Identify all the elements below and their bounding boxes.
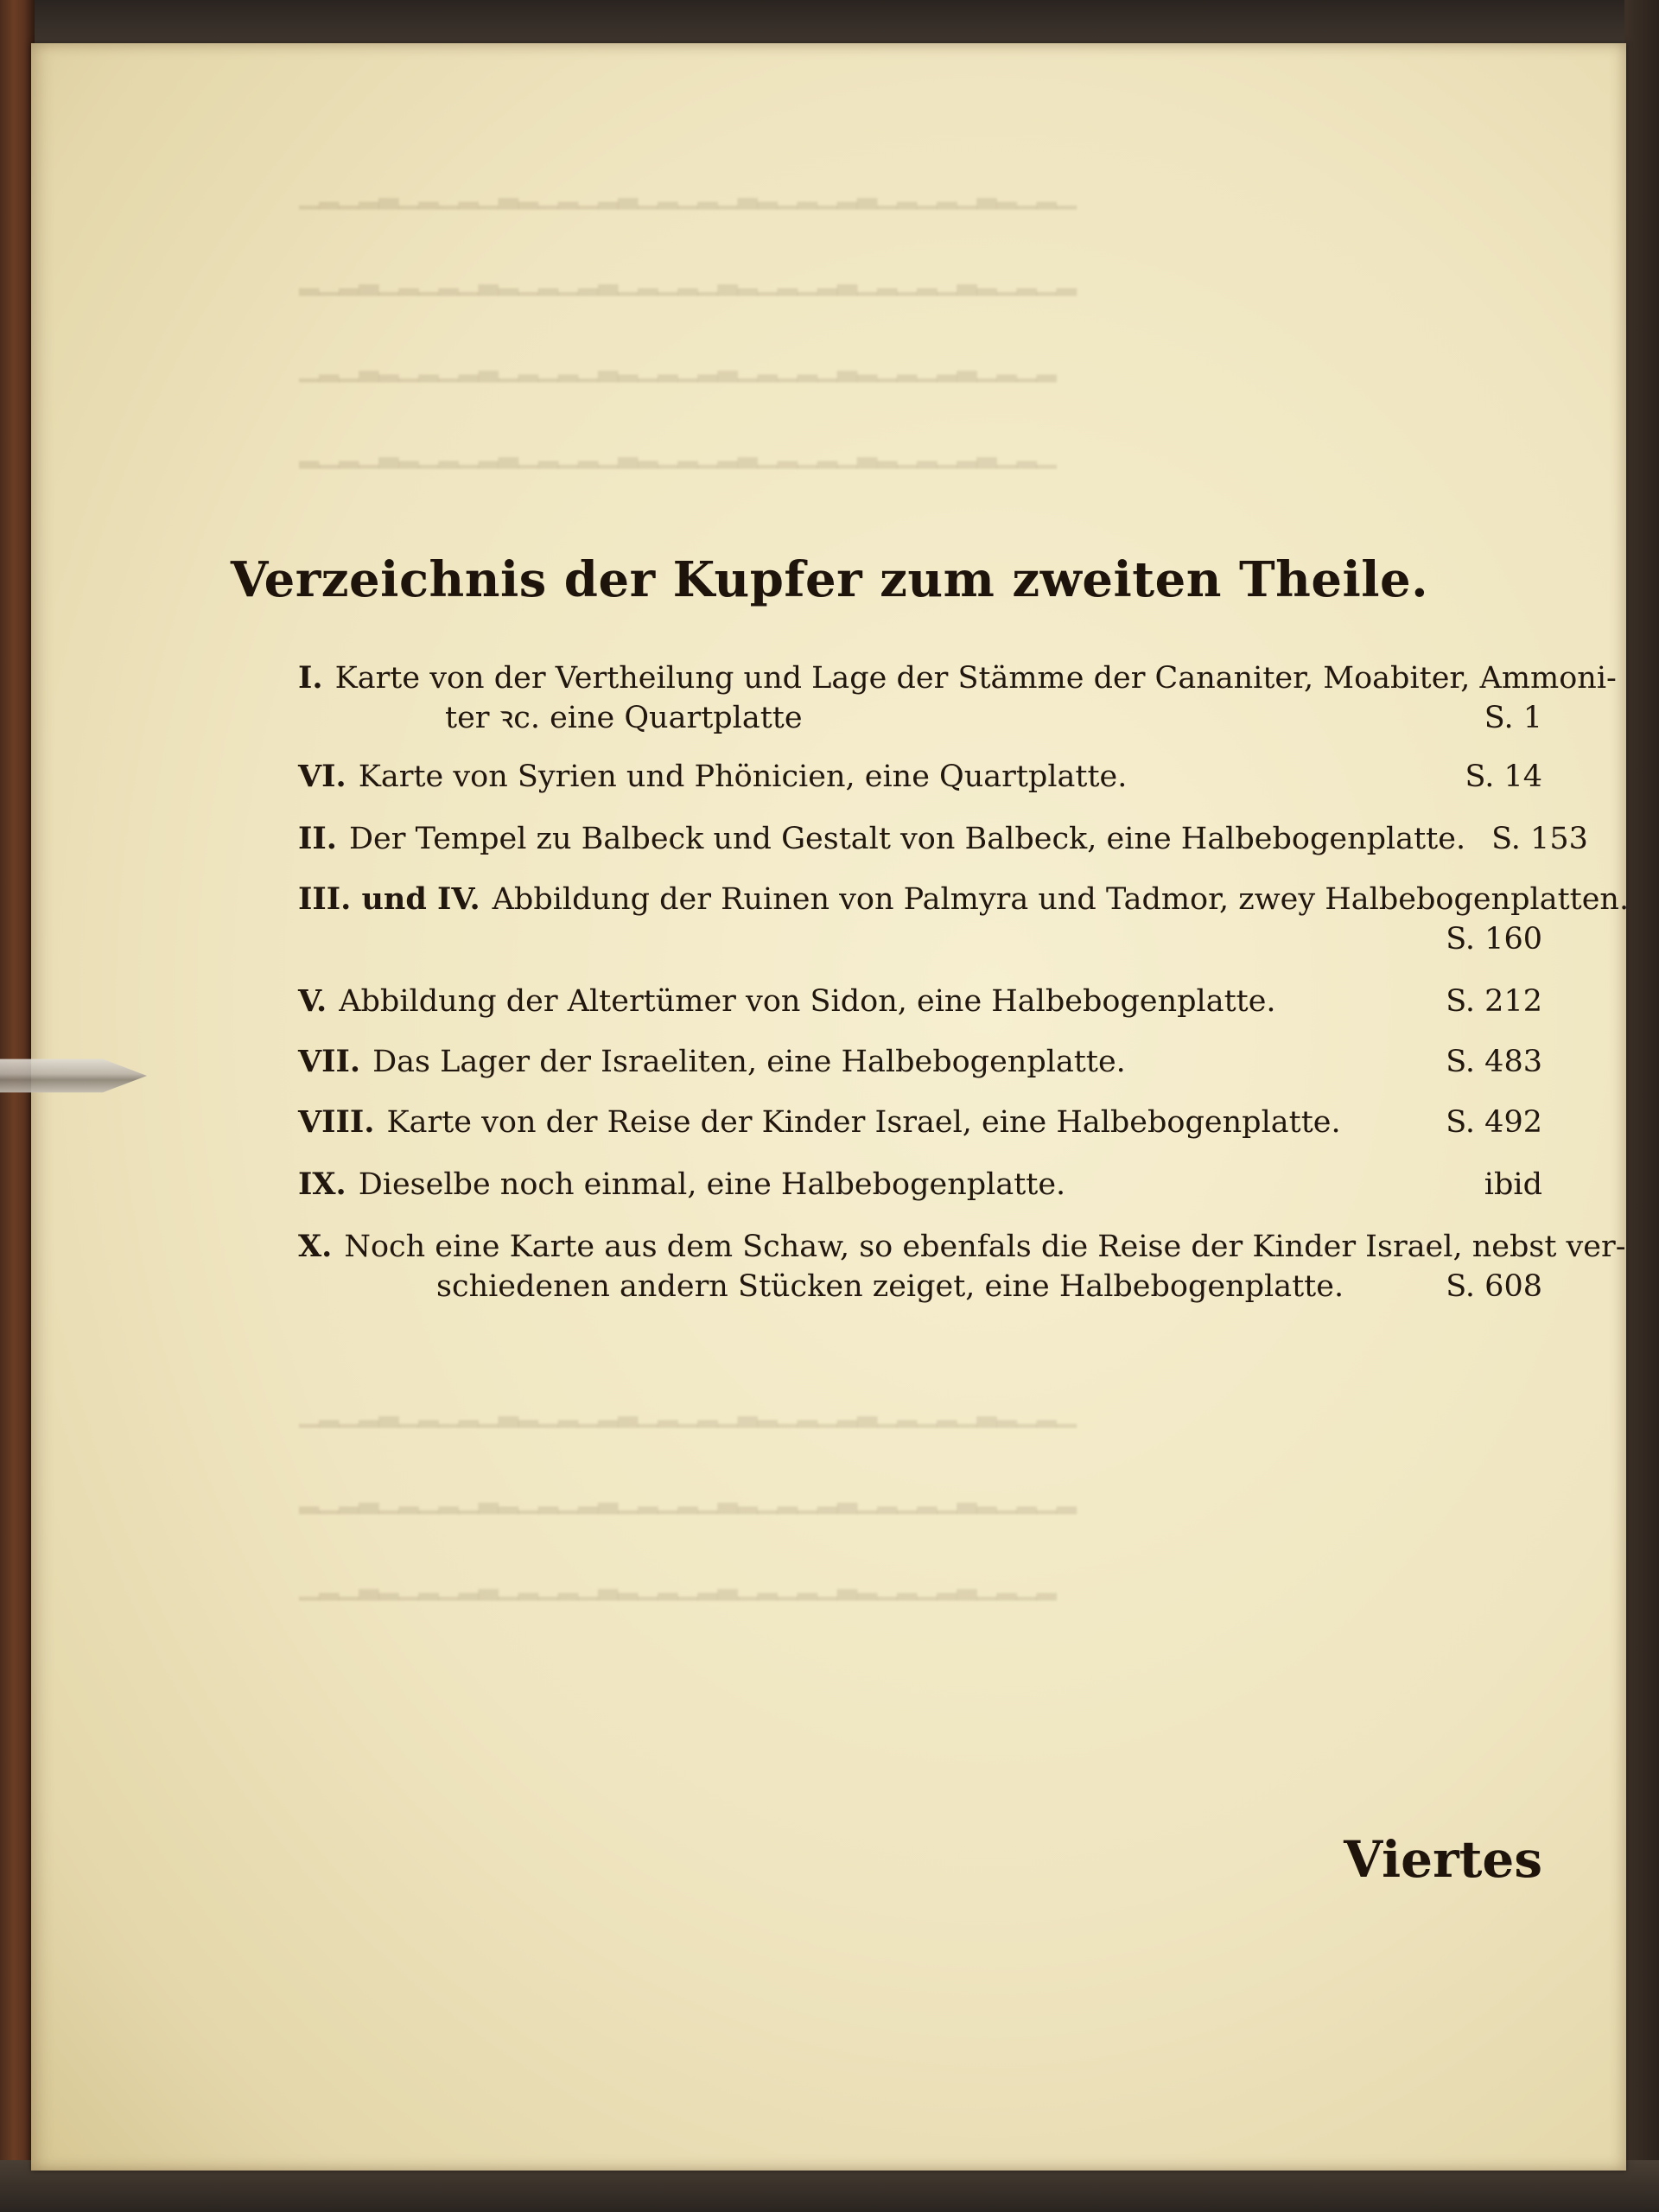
entry-text: Karte von der Vertheilung und Lage der Stämme der Cananiter, Moabiter, Ammoni- — [334, 661, 1617, 696]
entry-text: Das Lager der Israeliten, eine Halbebogenplatte. — [372, 1045, 1126, 1079]
list-item — [298, 880, 1630, 959]
list-item — [298, 1103, 1542, 1142]
entry-number: VIII. — [298, 1104, 375, 1140]
bleed-through-texture: ▁▂▁▂▃▁▂▁▂▁▃▂▁▂▁▂▃▁▂▁▂▁▃▂▁▂▁▂▃▁▂▁▂▁▃▂▁▂▁ — [299, 180, 1077, 210]
entry-number: VII. — [298, 1044, 361, 1079]
entry-page-ref: S. 483 — [1446, 1045, 1542, 1079]
entry-text-continuation: schiedenen andern Stücken zeiget, eine Halbebogenplatte. — [436, 1269, 1344, 1304]
catchword: Viertes — [1344, 1830, 1542, 1889]
list-item — [298, 1165, 1542, 1205]
entry-page-ref: S. 14 — [1465, 760, 1542, 794]
entry-text: Abbildung der Ruinen von Palmyra und Tadmor, zwey Halbebogenplatten. — [492, 882, 1630, 917]
page-title: Verzeichnis der Kupfer zum zweiten Theile. — [230, 551, 1429, 608]
bleed-through-texture: ▂▁▂▁▃▂▁▂▁▂▃▁▂▁▂▁▃▂▁▂▁▂▃▁▂▁▂▁▃▂▁▂▁▂▃▁▂▁ — [299, 439, 1057, 469]
bleed-through-texture: ▁▂▁▂▃▁▂▁▂▁▃▂▁▂▁▂▃▁▂▁▂▁▃▂▁▂▁▂▃▁▂▁▂▁▃▂▁▂▁ — [299, 1398, 1077, 1428]
entry-text-continuation: ter ꝛc. eine Quartplatte — [445, 701, 803, 735]
list-item — [298, 1042, 1542, 1082]
entry-number: VI. — [298, 759, 346, 794]
entry-number: I. — [298, 660, 323, 696]
entry-number: IX. — [298, 1166, 346, 1202]
entry-page-ref: S. 153 — [1491, 822, 1588, 856]
entry-page-ref: S. 608 — [1446, 1269, 1542, 1304]
entry-number: X. — [298, 1229, 333, 1264]
list-item — [298, 819, 1588, 859]
entry-page-ref: ibid — [1484, 1167, 1542, 1202]
list-item — [298, 982, 1542, 1021]
list-item — [298, 757, 1542, 797]
book-spine-edge — [0, 0, 35, 2212]
entry-text: Der Tempel zu Balbeck und Gestalt von Balbeck, eine Halbebogenplatte. — [348, 822, 1466, 856]
bleed-through-texture: ▁▂▁▃▂▁▂▁▂▃▁▂▁▂▁▃▂▁▂▁▂▃▁▂▁▂▁▃▂▁▂▁▂▃▁▂▁▂ — [299, 353, 1057, 383]
entry-number: V. — [298, 983, 327, 1019]
entry-text: Karte von der Reise der Kinder Israel, eine Halbebogenplatte. — [386, 1105, 1341, 1140]
book-cover-right — [1624, 0, 1659, 2212]
entry-page-ref: S. 1 — [1484, 701, 1542, 735]
entry-page-ref: S. 492 — [1446, 1105, 1542, 1140]
list-item — [298, 1227, 1626, 1306]
entry-page-ref: S. 160 — [1446, 922, 1542, 957]
bleed-through-texture: ▂▁▂▃▁▂▁▂▁▃▂▁▂▁▂▃▁▂▁▂▁▃▂▁▂▁▂▃▁▂▁▂▁▃▂▁▂▁▂ — [299, 266, 1077, 296]
entry-number: II. — [298, 821, 337, 856]
entry-text: Dieselbe noch einmal, eine Halbebogenplatte. — [358, 1167, 1066, 1202]
entry-page-ref: S. 212 — [1446, 984, 1542, 1019]
bleed-through-texture: ▁▂▁▃▂▁▂▁▂▃▁▂▁▂▁▃▂▁▂▁▂▃▁▂▁▂▁▃▂▁▂▁▂▃▁▂▁▂ — [299, 1571, 1057, 1601]
bleed-through-texture: ▂▁▂▃▁▂▁▂▁▃▂▁▂▁▂▃▁▂▁▂▁▃▂▁▂▁▂▃▁▂▁▂▁▃▂▁▂▁▂ — [299, 1484, 1077, 1515]
entry-number: III. und IV. — [298, 881, 480, 917]
entry-text: Abbildung der Altertümer von Sidon, eine Halbebogenplatte. — [339, 984, 1276, 1019]
entry-text: Noch eine Karte aus dem Schaw, so ebenfals die Reise der Kinder Israel, nebst ver- — [344, 1230, 1626, 1264]
list-item — [298, 658, 1617, 738]
entry-text: Karte von Syrien und Phönicien, eine Quartplatte. — [358, 760, 1128, 794]
